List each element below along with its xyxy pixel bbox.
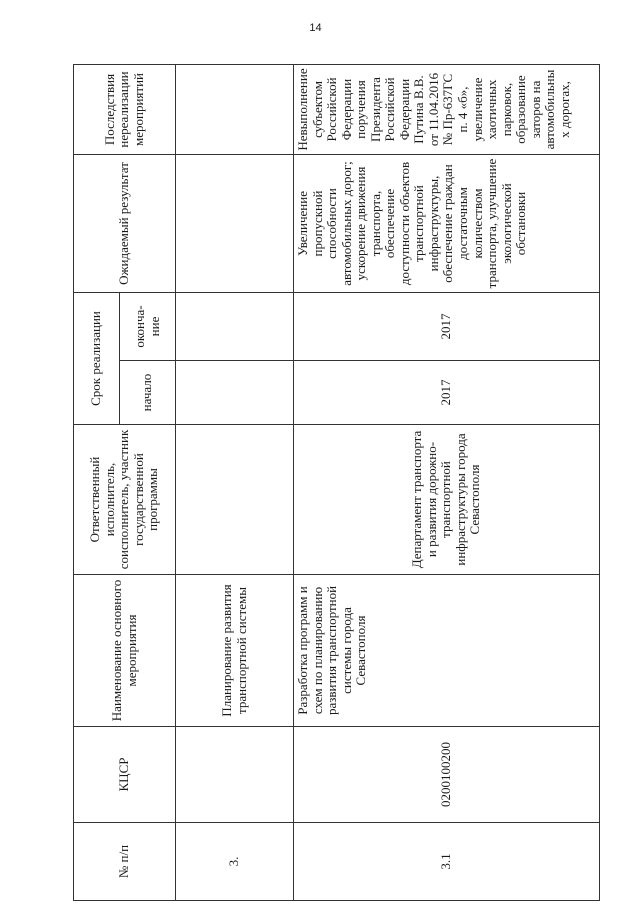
events-table: [73, 64, 600, 901]
table-row: [294, 65, 600, 901]
cell-responsible: [176, 425, 294, 575]
cell-responsible: Департамент транспорта и развития дорожно-транспортной инфраструктуры города Севастополя: [294, 425, 600, 575]
page-number: 14: [309, 22, 322, 34]
cell-start: 2017: [294, 361, 600, 425]
header-term: Срок реализации: [74, 293, 120, 425]
cell-kcsr: 0200100200: [294, 727, 600, 823]
rotated-table-container: [73, 65, 599, 901]
cell-result: [176, 155, 294, 293]
header-kcsr: КЦСР: [74, 727, 176, 823]
cell-num: 3.1: [294, 823, 600, 901]
cell-name: Разработка программ и схем по планированию развития транспортной системы города Севастополя: [294, 575, 600, 727]
cell-end: 2017: [294, 293, 600, 361]
cell-name: Планирование развития транспортной системы: [176, 575, 294, 727]
header-name: Наименование основного мероприятия: [74, 575, 176, 727]
cell-result: Увеличение пропускной способности автомобильных дорог; ускорение движения транспорта, обеспечение доступности объектов транспортной инфраструктуры, обеспечение граждан достаточным количеством транспорта, улучшение экологической обстановки: [294, 155, 600, 293]
cell-end: [176, 293, 294, 361]
cell-num: 3.: [176, 823, 294, 901]
header-responsible: Ответственный исполнитель, соисполнитель, участник государственной программы: [74, 425, 176, 575]
header-num: № п/п: [74, 823, 176, 901]
cell-consequences: Невыполнение субъектом Российской Федерации поручения Президента Российской Федерации Путина В.В. от 11.04.2016 № Пр-637ГС п. 4 «б», увеличение хаотичных парковок, образование заторов на автомобильных дорогах,: [294, 65, 600, 155]
table-row: [176, 65, 294, 901]
header-consequences: Последствия нереализации мероприятий: [74, 65, 176, 155]
header-start: начало: [120, 361, 176, 425]
cell-consequences: [176, 65, 294, 155]
cell-kcsr: [176, 727, 294, 823]
header-end: оконча-ние: [120, 293, 176, 361]
header-result: Ожидаемый результат: [74, 155, 176, 293]
cell-start: [176, 361, 294, 425]
